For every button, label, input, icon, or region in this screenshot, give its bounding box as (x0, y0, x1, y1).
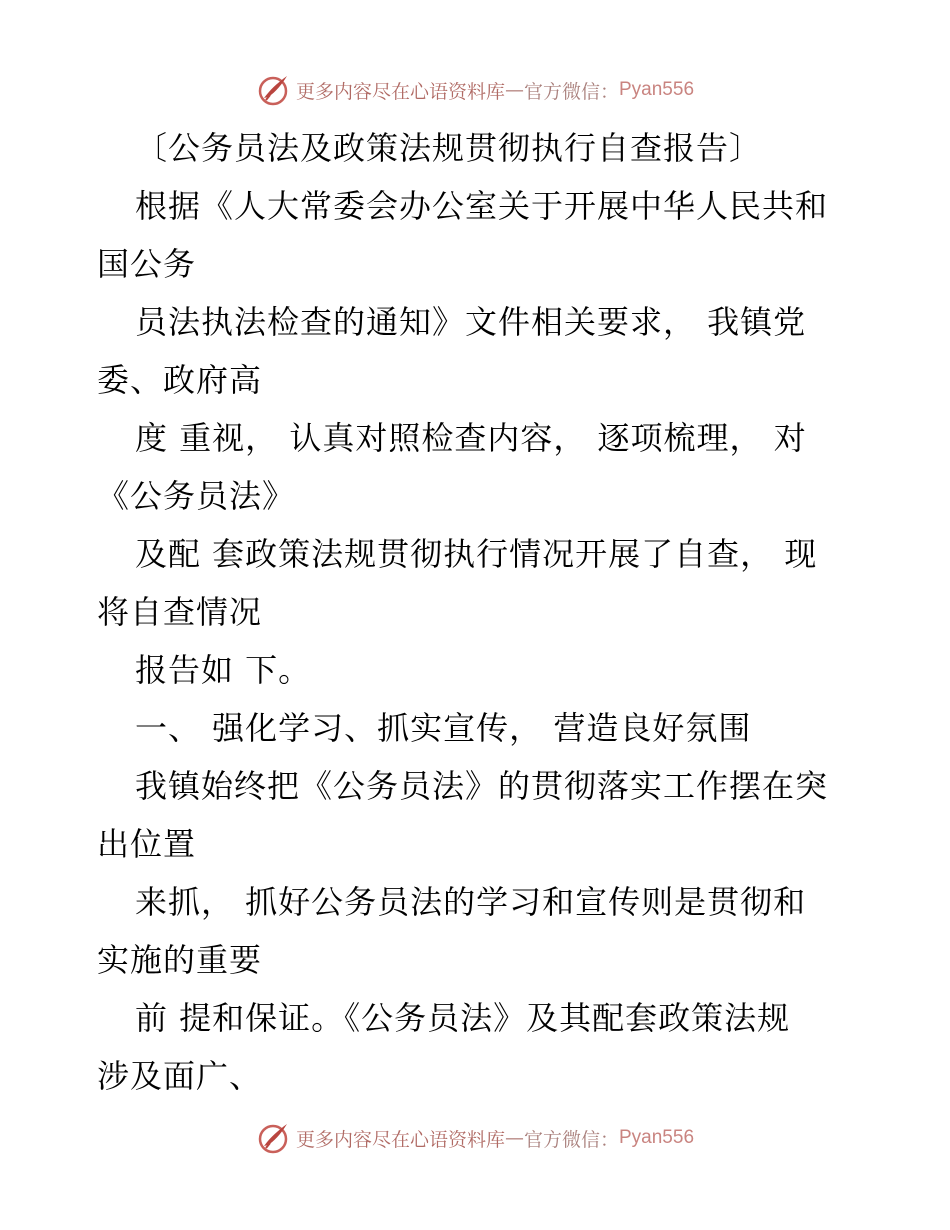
paragraph-line: 前 提和保证。《公务员法》及其配套政策法规 (135, 999, 791, 1037)
paragraph-line: 我镇始终把《公务员法》的贯彻落实工作摆在突 (135, 767, 829, 805)
section-heading: 一、 强化学习、抓实宣传， 营造良好氛围 (135, 709, 752, 747)
watermark-brand: 更多内容尽在心语资料库 (295, 1128, 505, 1151)
quill-in-circle-logo-icon (256, 1120, 292, 1156)
watermark-wechat-id: Pyan556 (619, 1127, 695, 1148)
paragraph-line: 委、政府高 (97, 361, 263, 399)
watermark-wechat-id: Pyan556 (619, 79, 695, 100)
paragraph-line: 报告如 下。 (135, 651, 312, 689)
footer-watermark (0, 1118, 950, 1158)
watermark-label: 官方微信： (523, 1128, 619, 1151)
paragraph-line: 涉及面广、 (97, 1057, 263, 1095)
paragraph-line: 及配 套政策法规贯彻执行情况开展了自查， 现 (135, 535, 818, 573)
paragraph-line: 来抓， 抓好公务员法的学习和宣传则是贯彻和 (135, 883, 807, 921)
paragraph-line: 将自查情况 (97, 593, 263, 631)
watermark-label: 官方微信： (523, 80, 619, 103)
paragraph-line: 《公务员法》 (97, 477, 296, 515)
paragraph-line: 度 重视， 认真对照检查内容， 逐项梳理， 对 (135, 419, 807, 457)
watermark-separator: — (504, 79, 524, 101)
document-title: 〔公务员法及政策法规贯彻执行自查报告〕 (135, 129, 763, 167)
paragraph-line: 实施的重要 (97, 941, 263, 979)
paragraph-line: 员法执法检查的通知》文件相关要求， 我镇党 (135, 303, 807, 341)
paragraph-line: 国公务 (97, 245, 197, 283)
paragraph-line: 出位置 (97, 825, 197, 863)
paragraph-line: 根据《人大常委会办公室关于开展中华人民共和 (135, 187, 829, 225)
watermark-separator: — (504, 1127, 524, 1149)
watermark-brand: 更多内容尽在心语资料库 (295, 80, 505, 103)
